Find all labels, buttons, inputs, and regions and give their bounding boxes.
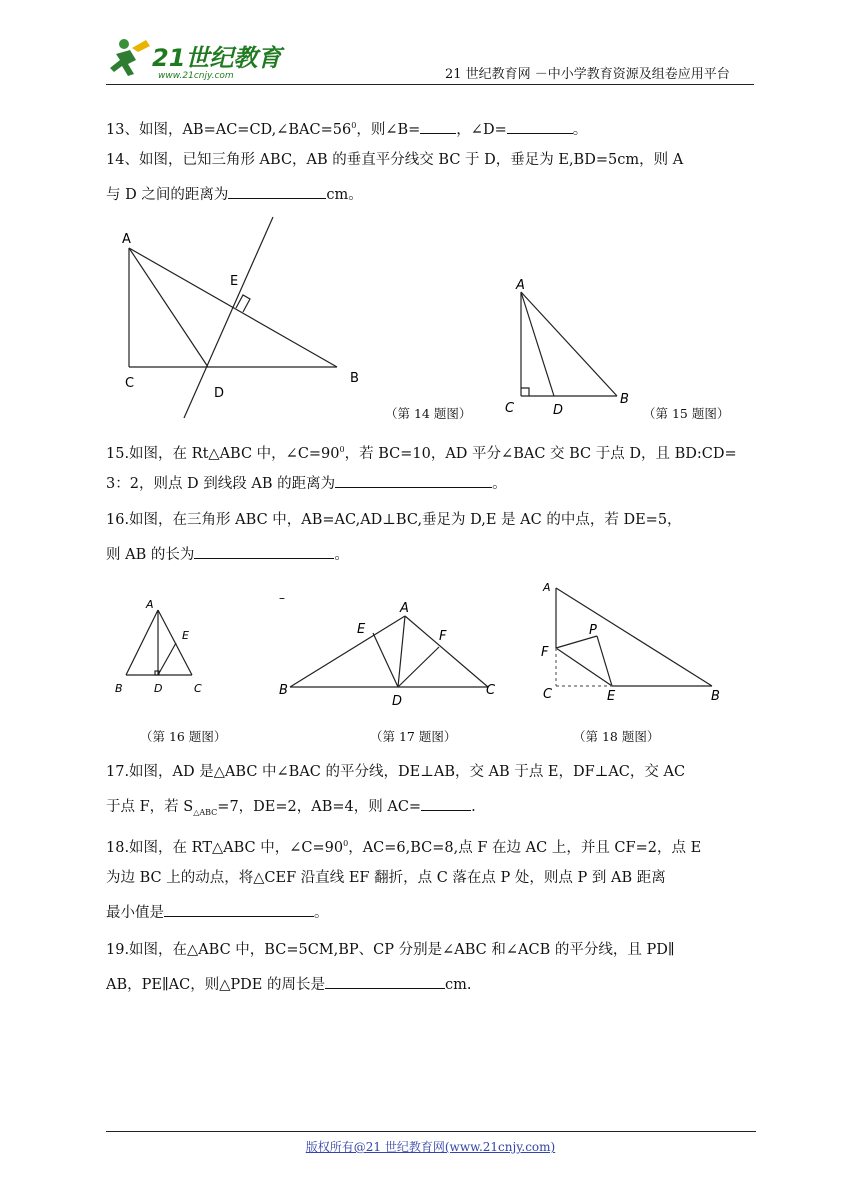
- q17-text-c: .: [471, 799, 476, 815]
- q13-text-b: ，则∠B=: [356, 121, 421, 138]
- fig14-label-d: D: [214, 386, 225, 401]
- question-14-line1: 14、如图，已知三角形 ABC，AB 的垂直平分线交 BC 于 D，垂足为 E,BD=5cm，则 A: [106, 152, 684, 168]
- q16-blank[interactable]: [194, 544, 334, 559]
- q19-text-b: cm.: [444, 977, 472, 993]
- q18-text-d: 。: [314, 905, 329, 921]
- q15-text-a: 15.如图，在 Rt△ABC 中，∠C=90: [106, 445, 340, 462]
- fig17-caption: （第 17 题图）: [370, 729, 457, 744]
- fig18-label-c: C: [543, 687, 553, 702]
- fig16-label-e: E: [182, 629, 189, 642]
- q19-blank[interactable]: [325, 974, 445, 989]
- q15-degree: 0: [339, 445, 345, 454]
- q18-text-b: ，AC=6,BC=8,点 F 在边 AC 上，并且 CF=2，点 E: [348, 839, 702, 856]
- figure-14: [110, 215, 370, 420]
- q14-text-a: 与 D 之间的距离为: [106, 187, 229, 203]
- fig17-dash-mark: –: [279, 591, 285, 605]
- runner-logo-icon: [106, 34, 286, 84]
- q18-text-c: 最小值是: [106, 905, 164, 921]
- fig16-label-a: A: [146, 598, 154, 611]
- fig16-label-c: C: [194, 682, 202, 695]
- fig16-caption: （第 16 题图）: [140, 729, 227, 744]
- q13-blank-d[interactable]: [507, 119, 573, 134]
- q13-text-d: 。: [572, 121, 588, 138]
- q13-degree: 0: [351, 121, 357, 130]
- question-19-line2: [106, 968, 756, 1003]
- fig15-label-a: A: [516, 278, 525, 293]
- q17-text-b: =7，DE=2，AB=4，则 AC=: [217, 799, 422, 815]
- fig18-label-b: B: [711, 689, 720, 704]
- fig16-label-b: B: [115, 682, 123, 695]
- figure-17: [275, 588, 505, 708]
- logo-url: www.21cnjy.com: [158, 71, 234, 81]
- fig14-label-a: A: [122, 232, 131, 247]
- q18-text-a: 18.如图，在 RT△ABC 中，∠C=90: [106, 839, 344, 856]
- fig18-label-f: F: [541, 645, 549, 660]
- fig17-label-a: A: [400, 601, 409, 616]
- question-15-line2: [106, 467, 756, 502]
- header-divider: [106, 84, 754, 85]
- q17-subscript: △ABC: [193, 807, 218, 817]
- q14-blank[interactable]: [228, 184, 326, 199]
- q13-text-a: 13、如图，AB=AC=CD,∠BAC=56: [106, 121, 352, 138]
- fig14-label-b: B: [350, 371, 359, 386]
- site-logo: [106, 34, 286, 84]
- fig14-label-e: E: [230, 274, 239, 289]
- figure-15: [500, 272, 640, 417]
- fig18-label-e: E: [607, 689, 616, 704]
- q13-blank-b[interactable]: [420, 119, 456, 134]
- q13-text-c: ，∠D=: [456, 121, 507, 138]
- fig14-caption: （第 14 题图）: [385, 406, 472, 421]
- figure-18: [535, 576, 735, 706]
- question-15-line1: [106, 432, 756, 472]
- fig17-label-d: D: [392, 694, 403, 708]
- q15-blank[interactable]: [335, 473, 492, 488]
- q15-text-d: 。: [492, 476, 507, 492]
- fig17-label-e: E: [357, 622, 366, 637]
- fig15-caption: （第 15 题图）: [643, 406, 730, 421]
- fig14-label-c: C: [125, 376, 135, 391]
- fig17-label-c: C: [486, 683, 496, 698]
- q16-text-a: 则 AB 的长为: [106, 547, 195, 563]
- logo-text: 21世纪教育: [152, 44, 282, 72]
- question-18-line1: [106, 826, 756, 866]
- question-17-line1: 17.如图，AD 是△ABC 中∠BAC 的平分线，DE⊥AB，交 AB 于点 E，DF⊥AC，交 AC: [106, 764, 686, 780]
- figure-16: [110, 595, 220, 700]
- question-17-line2: [106, 790, 756, 830]
- fig17-label-b: B: [279, 683, 288, 698]
- q14-text-b: cm。: [326, 187, 363, 203]
- fig15-label-d: D: [553, 403, 564, 417]
- question-19-line1: 19.如图，在△ABC 中，BC=5CM,BP、CP 分别是∠ABC 和∠ACB 的平分线，且 PD∥: [106, 942, 675, 958]
- fig18-caption: （第 18 题图）: [573, 729, 660, 744]
- fig17-label-f: F: [439, 629, 447, 644]
- question-16-line1: 16.如图，在三角形 ABC 中，AB=AC,AD⊥BC,垂足为 D,E 是 AC 的中点，若 DE=5，: [106, 512, 682, 528]
- footer-copyright-link[interactable]: 版权所有@21 世纪教育网(www.21cnjy.com): [305, 1140, 556, 1154]
- question-14-line2: [106, 178, 756, 213]
- q19-text-a: AB，PE∥AC，则△PDE 的周长是: [106, 977, 325, 993]
- q17-blank[interactable]: [421, 796, 471, 811]
- q18-blank[interactable]: [164, 902, 314, 917]
- footer-divider: [106, 1131, 756, 1132]
- fig15-label-b: B: [620, 392, 629, 407]
- q17-text-a: 于点 F，若 S: [106, 799, 194, 815]
- q15-text-b: ，若 BC=10，AD 平分∠BAC 交 BC 于点 D，且 BD:CD=: [344, 445, 737, 462]
- question-16-line2: [106, 538, 756, 573]
- fig18-label-a: A: [543, 581, 551, 594]
- fig15-label-c: C: [505, 401, 515, 416]
- q18-degree: 0: [343, 839, 349, 848]
- question-18-line3: [106, 896, 756, 931]
- q16-text-b: 。: [334, 547, 349, 563]
- q15-text-c: 3：2，则点 D 到线段 AB 的距离为: [106, 476, 336, 492]
- question-13: [106, 108, 756, 148]
- fig16-label-d: D: [154, 682, 163, 695]
- fig18-label-p: P: [589, 623, 597, 638]
- question-18-line2: 为边 BC 上的动点，将△CEF 沿直线 EF 翻折，点 C 落在点 P 处，则点 P 到 AB 距离: [106, 870, 666, 886]
- header-right-text: 21 世纪教育网 －中小学教育资源及组卷应用平台: [445, 67, 730, 82]
